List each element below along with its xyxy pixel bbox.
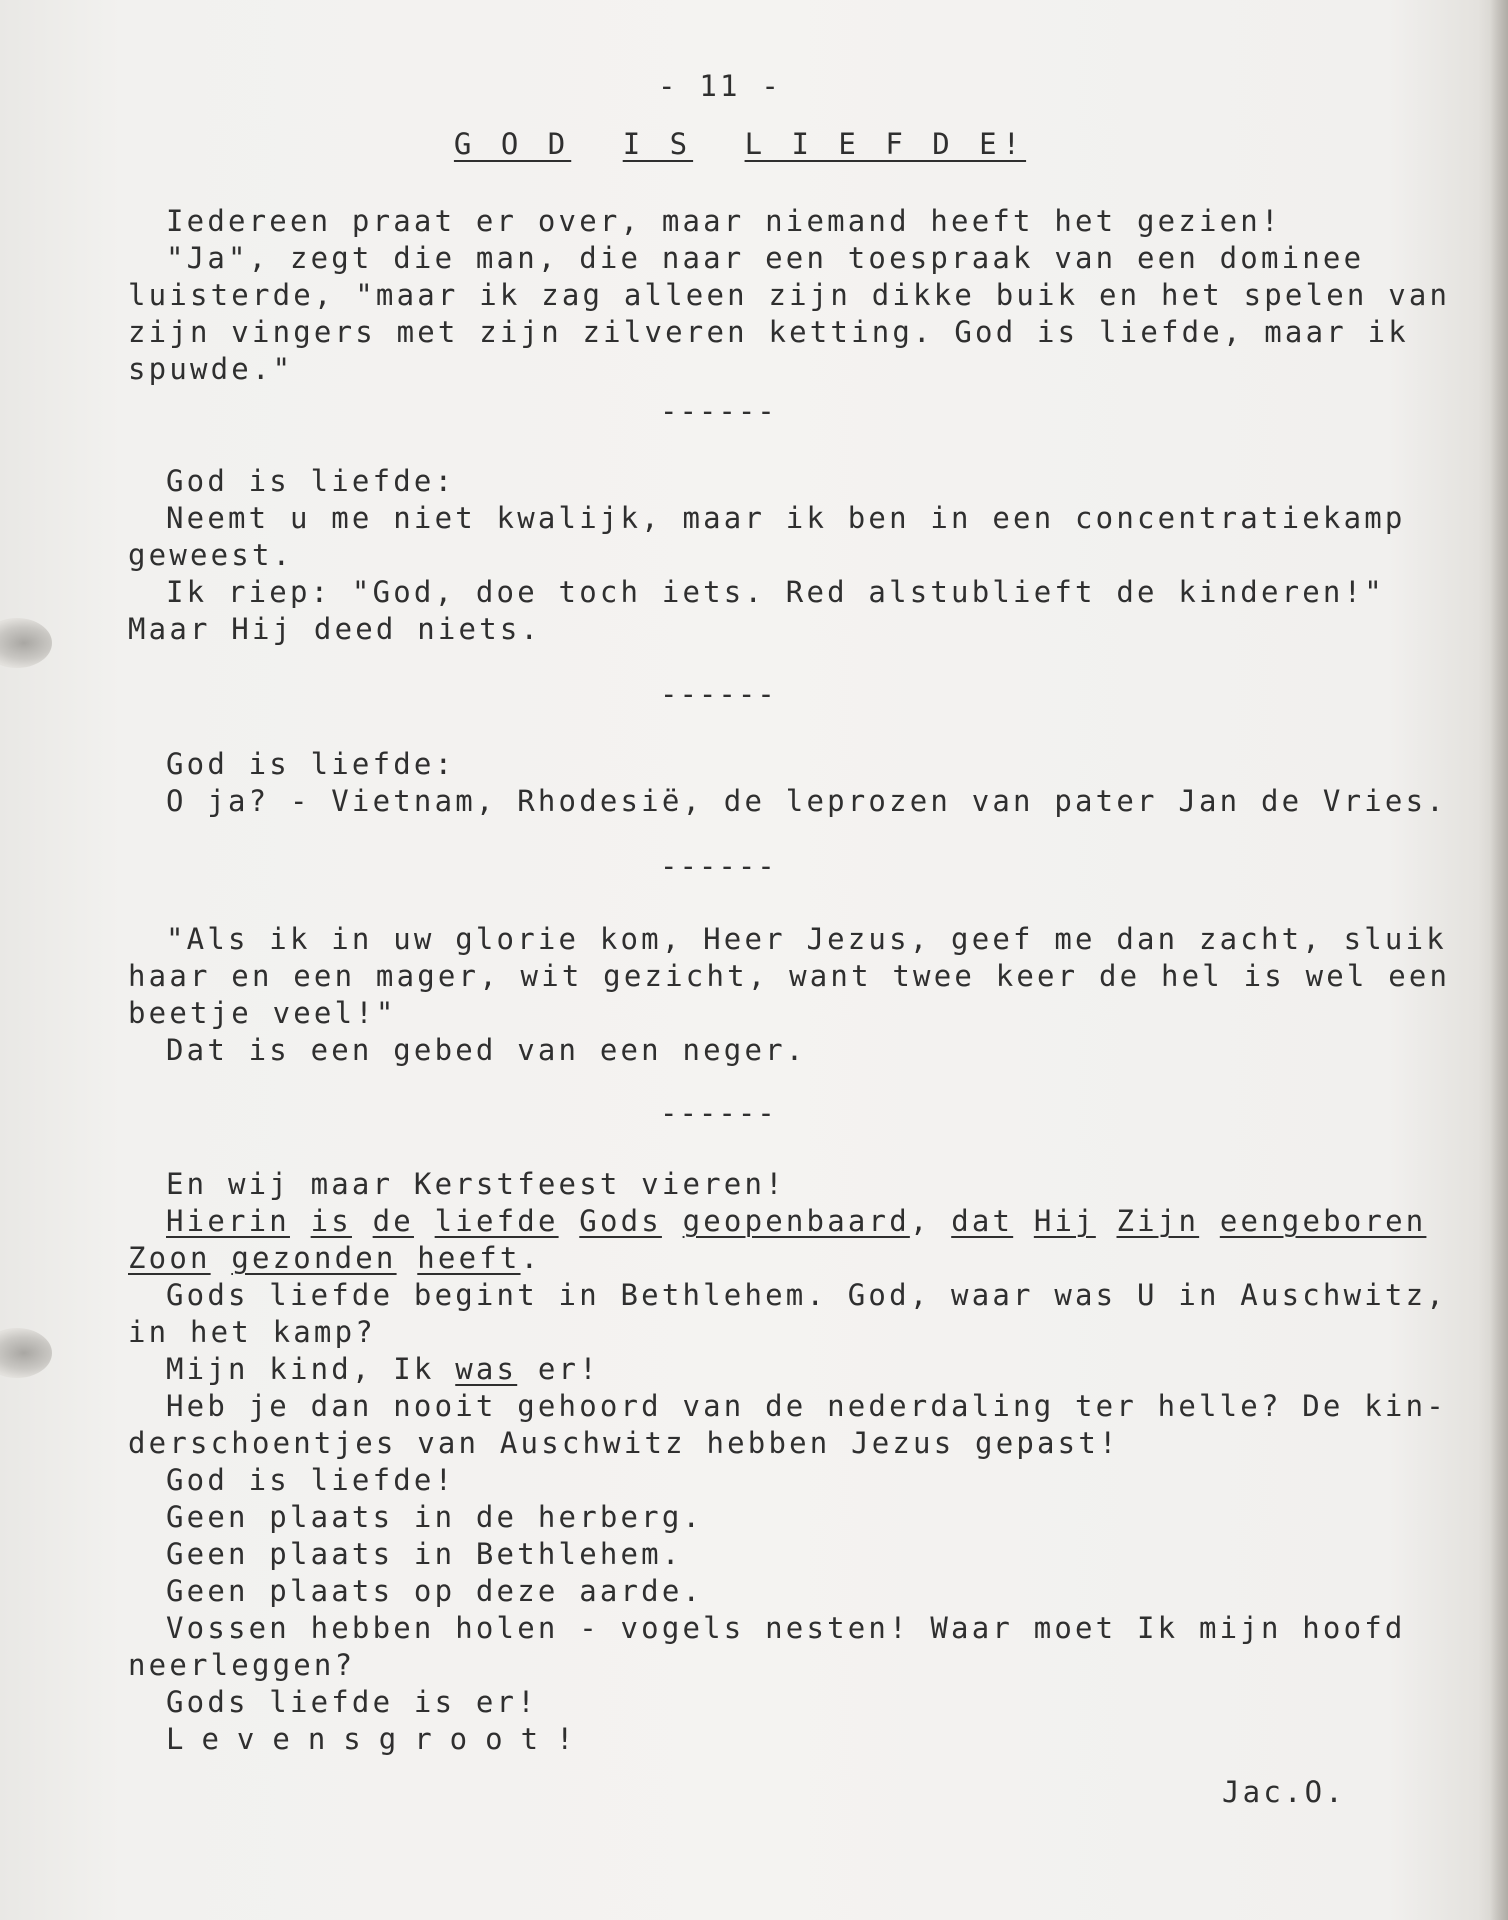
paragraph-line: spuwde." bbox=[128, 352, 294, 386]
section-4 bbox=[128, 921, 1451, 1069]
text-span: er! bbox=[517, 1352, 600, 1386]
author-signature: Jac.O. bbox=[1222, 1775, 1346, 1809]
paragraph-line: Geen plaats op deze aarde. bbox=[166, 1574, 704, 1608]
section-2 bbox=[128, 463, 1448, 648]
paragraph-line: Maar Hij deed niets. bbox=[128, 612, 542, 646]
scripture-quote-line: Hierin is de liefde Gods geopenbaard, dat Hij Zijn eengeboren bbox=[166, 1204, 1427, 1238]
quote-word: Zoon bbox=[128, 1241, 211, 1275]
section-separator: ------ bbox=[660, 677, 777, 711]
quote-word: heeft bbox=[417, 1241, 521, 1275]
paragraph-line: Iedereen praat er over, maar niemand heeft het gezien! bbox=[166, 204, 1282, 238]
paragraph-line: geweest. bbox=[128, 538, 294, 572]
paragraph-line: God is liefde! bbox=[166, 1463, 456, 1497]
paragraph-line: Neemt u me niet kwalijk, maar ik ben in een concentratiekamp bbox=[166, 501, 1406, 535]
title-word-3: L I E F D E! bbox=[744, 127, 1027, 161]
paragraph-line: Vossen hebben holen - vogels nesten! Waar moet Ik mijn hoofd bbox=[166, 1611, 1406, 1645]
scripture-quote-line: Zoon gezonden heeft. bbox=[128, 1241, 542, 1275]
paragraph-line: beetje veel!" bbox=[128, 996, 397, 1030]
quote-word: Hierin bbox=[166, 1204, 290, 1238]
page-title bbox=[0, 126, 1480, 163]
text-span: Mijn kind, Ik bbox=[166, 1352, 456, 1386]
closing-line: Levensgroot! bbox=[166, 1722, 592, 1756]
paragraph-line: neerleggen? bbox=[128, 1648, 356, 1682]
paragraph-line bbox=[128, 1351, 1448, 1388]
paragraph-line: luisterde, "maar ik zag alleen zijn dikke buik en het spelen van bbox=[128, 278, 1451, 312]
section-3 bbox=[128, 746, 1448, 820]
paragraph-line: "Als ik in uw glorie kom, Heer Jezus, geef me dan zacht, sluik bbox=[166, 922, 1447, 956]
paragraph-line: Ik riep: "God, doe toch iets. Red alstublieft de kinderen!" bbox=[166, 575, 1385, 609]
quote-word: Hij bbox=[1033, 1204, 1096, 1238]
quote-word: de bbox=[372, 1204, 414, 1238]
section-separator: ------ bbox=[660, 849, 777, 883]
paragraph-line: God is liefde: bbox=[166, 747, 456, 781]
page-number: - 11 - bbox=[658, 69, 782, 103]
paragraph-line: in het kamp? bbox=[128, 1315, 376, 1349]
paragraph-line: O ja? - Vietnam, Rhodesië, de leprozen van pater Jan de Vries. bbox=[166, 784, 1447, 818]
paragraph-line: En wij maar Kerstfeest vieren! bbox=[166, 1167, 786, 1201]
paragraph-line: Gods liefde begint in Bethlehem. God, waar was U in Auschwitz, bbox=[166, 1278, 1447, 1312]
quote-word: gezonden bbox=[231, 1241, 397, 1275]
quote-word: Zijn bbox=[1116, 1204, 1200, 1238]
binding-shadow bbox=[1490, 0, 1508, 1920]
quote-word: is bbox=[310, 1204, 352, 1238]
paragraph-line: "Ja", zegt die man, die naar een toespraak van een dominee bbox=[166, 241, 1365, 275]
paragraph-line: derschoentjes van Auschwitz hebben Jezus gepast! bbox=[128, 1426, 1120, 1460]
quote-word: geopenbaard bbox=[682, 1204, 910, 1238]
underlined-word: was bbox=[455, 1352, 518, 1386]
paragraph-line: haar en een mager, wit gezicht, want twee keer de hel is wel een bbox=[128, 959, 1451, 993]
quote-word: dat bbox=[951, 1204, 1014, 1238]
title-word-1: G O D bbox=[453, 127, 572, 161]
paragraph-line: Heb je dan nooit gehoord van de nederdaling ter helle? De kin- bbox=[166, 1389, 1447, 1423]
section-1 bbox=[128, 203, 1451, 388]
punch-hole-bottom bbox=[0, 1328, 52, 1378]
punch-hole-top bbox=[0, 618, 52, 668]
paragraph-line: zijn vingers met zijn zilveren ketting. God is liefde, maar ik bbox=[128, 315, 1409, 349]
paragraph-line: Geen plaats in de herberg. bbox=[166, 1500, 704, 1534]
title-word-2: I S bbox=[622, 127, 694, 161]
quote-word: Gods bbox=[579, 1204, 662, 1238]
quote-word: eengeboren bbox=[1219, 1204, 1427, 1238]
paragraph-line: Geen plaats in Bethlehem. bbox=[166, 1537, 683, 1571]
paragraph-line: Gods liefde is er! bbox=[166, 1685, 538, 1719]
paragraph-line: Dat is een gebed van een neger. bbox=[166, 1033, 807, 1067]
section-separator: ------ bbox=[660, 1096, 777, 1130]
quote-word: liefde bbox=[434, 1204, 559, 1238]
section-5 bbox=[128, 1166, 1448, 1758]
section-separator: ------ bbox=[660, 394, 777, 428]
paragraph-line: God is liefde: bbox=[166, 464, 456, 498]
